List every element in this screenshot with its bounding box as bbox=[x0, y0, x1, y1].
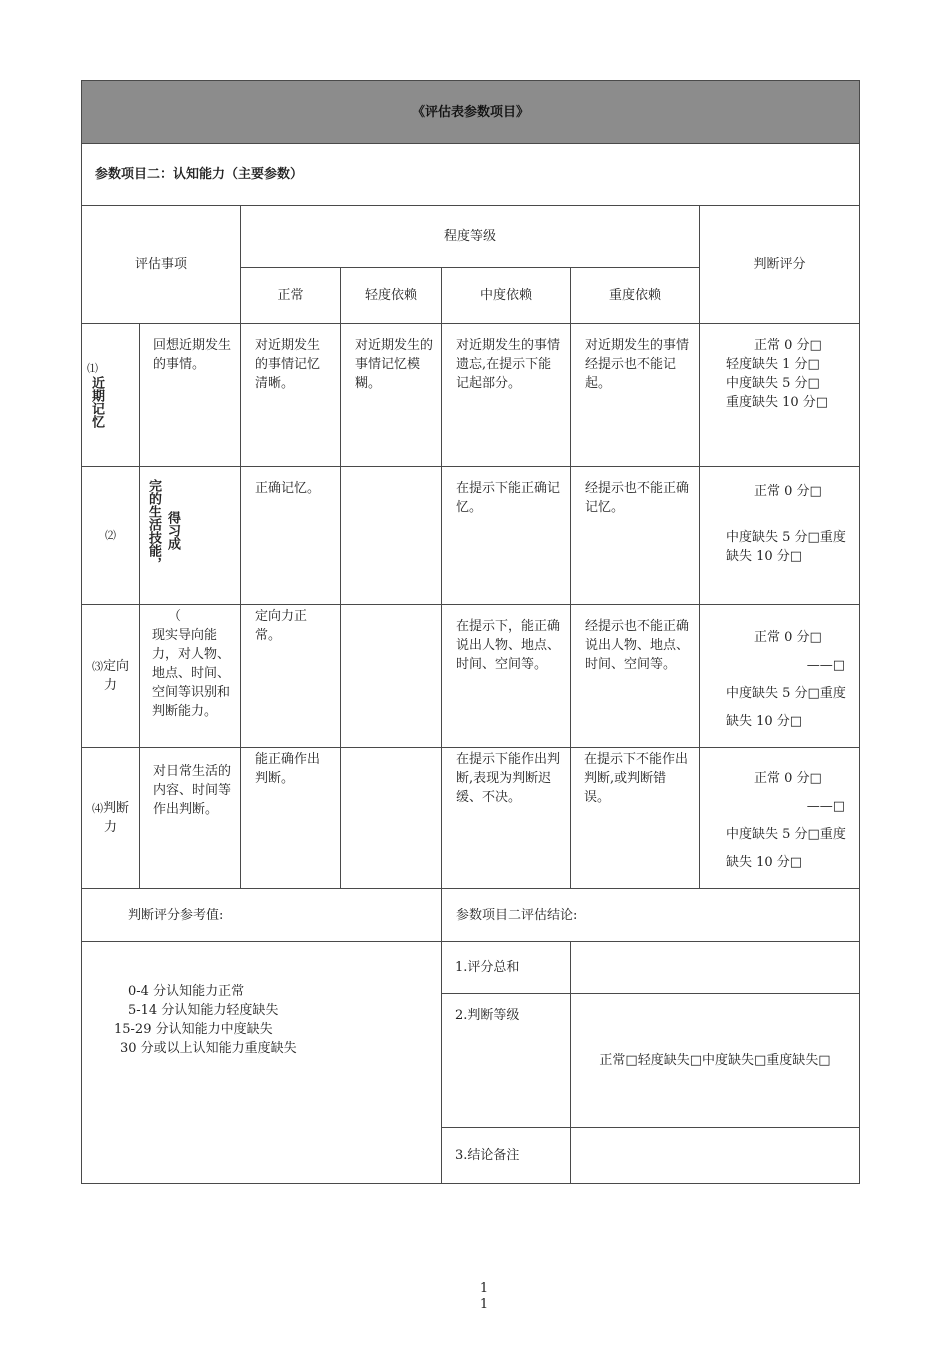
score-options bbox=[700, 748, 860, 889]
score-options bbox=[700, 324, 860, 467]
header-normal: 正常 bbox=[241, 268, 341, 324]
reference-item: 30 分或以上认知能力重度缺失 bbox=[120, 1041, 297, 1056]
row-description-part1: 完的生活技能， bbox=[146, 479, 161, 570]
notes-field[interactable] bbox=[571, 1128, 860, 1184]
page-number: 1 bbox=[479, 1281, 489, 1296]
header-item: 评估事项 bbox=[82, 206, 241, 324]
header-moderate: 中度依赖 bbox=[442, 268, 571, 324]
score-option[interactable]: 正常 0 分□ bbox=[754, 338, 822, 353]
level-label: 2.判断等级 bbox=[442, 994, 571, 1128]
score-option[interactable]: 轻度缺失 1 分□ bbox=[726, 357, 820, 372]
table-row bbox=[82, 605, 860, 748]
row-description: 回想近期发生的事情。 bbox=[140, 324, 241, 467]
score-option[interactable]: 正常 0 分□ bbox=[754, 630, 822, 645]
row-number: ⑷ bbox=[91, 802, 103, 815]
cell-mild bbox=[341, 748, 442, 889]
level-options[interactable]: 正常□轻度缺失□中度缺失□重度缺失□ bbox=[571, 994, 860, 1128]
table-row bbox=[82, 324, 860, 467]
row-description-paren: （ bbox=[168, 609, 182, 624]
cell-severe: 在提示下不能作出判断,或判断错误。 bbox=[571, 748, 700, 889]
section-heading: 参数项目二：认知能力（主要参数） bbox=[82, 144, 860, 206]
row-number: ⑵ bbox=[82, 467, 140, 605]
score-options bbox=[700, 467, 860, 605]
cell-normal: 定向力正常。 bbox=[241, 605, 341, 748]
cell-moderate: 在提示下能正确记忆。 bbox=[442, 467, 571, 605]
cell-severe: 经提示也不能正确说出人物、地点、时间、空间等。 bbox=[571, 605, 700, 748]
reference-item: 0-4 分认知能力正常 bbox=[128, 984, 245, 999]
cell-normal: 对近期发生的事情记忆清晰。 bbox=[241, 324, 341, 467]
cell-severe: 经提示也不能正确记忆。 bbox=[571, 467, 700, 605]
row-description: 对日常生活的内容、时间等作出判断。 bbox=[140, 748, 241, 889]
row-name: 判断力 bbox=[102, 801, 129, 835]
cell-mild: 对近期发生的事情记忆模糊。 bbox=[341, 324, 442, 467]
notes-label: 3.结论备注 bbox=[442, 1128, 571, 1184]
cell-mild bbox=[341, 467, 442, 605]
total-score-field[interactable] bbox=[571, 942, 860, 994]
score-option[interactable]: 中度缺失 5 分□重度 bbox=[726, 530, 846, 545]
score-option[interactable]: 中度缺失 5 分□重度 bbox=[726, 686, 846, 701]
row-description bbox=[140, 467, 241, 605]
score-option[interactable]: 缺失 10 分□ bbox=[726, 855, 803, 870]
table-row bbox=[82, 748, 860, 889]
row-name: 定向力 bbox=[102, 659, 129, 693]
table-row bbox=[82, 467, 860, 605]
header-severe: 重度依赖 bbox=[571, 268, 700, 324]
score-option[interactable]: 中度缺失 5 分□ bbox=[726, 376, 820, 391]
row-description-text: 现实导向能力，对人物、地点、时间、空间等识别和判断能力。 bbox=[152, 628, 231, 719]
total-score-label: 1.评分总和 bbox=[442, 942, 571, 994]
cell-normal: 正确记忆。 bbox=[241, 467, 341, 605]
score-option[interactable]: 重度缺失 10 分□ bbox=[726, 395, 829, 410]
cell-moderate: 在提示下能作出判断,表现为判断迟缓、不决。 bbox=[442, 748, 571, 889]
reference-item: 15-29 分认知能力中度缺失 bbox=[114, 1022, 273, 1037]
form-title: 《评估表参数项目》 bbox=[82, 81, 860, 144]
score-option[interactable]: 中度缺失 5 分□重度 bbox=[726, 827, 846, 842]
row-label bbox=[82, 605, 140, 748]
score-option[interactable]: 正常 0 分□ bbox=[754, 771, 822, 786]
score-option[interactable]: ——□ bbox=[806, 658, 845, 673]
cell-moderate: 对近期发生的事情遗忘,在提示下能记起部分。 bbox=[442, 324, 571, 467]
row-description bbox=[140, 605, 241, 748]
score-option[interactable]: 缺失 10 分□ bbox=[726, 549, 803, 564]
reference-label: 判断评分参考值: bbox=[82, 889, 442, 942]
cell-mild bbox=[341, 605, 442, 748]
row-name: 近期记忆 bbox=[89, 376, 104, 428]
header-score: 判断评分 bbox=[700, 206, 860, 324]
cell-severe: 对近期发生的事情经提示也不能记起。 bbox=[571, 324, 700, 467]
cell-moderate: 在提示下，能正确说出人物、地点、时间、空间等。 bbox=[442, 605, 571, 748]
row-number: ⑶ bbox=[91, 660, 103, 673]
score-options bbox=[700, 605, 860, 748]
assessment-table bbox=[81, 80, 860, 1184]
score-option[interactable]: 缺失 10 分□ bbox=[726, 714, 803, 729]
row-label bbox=[82, 324, 140, 467]
row-label bbox=[82, 748, 140, 889]
page-number: 1 bbox=[479, 1297, 489, 1312]
header-mild: 轻度依赖 bbox=[341, 268, 442, 324]
score-option[interactable]: 正常 0 分□ bbox=[754, 484, 822, 499]
score-option[interactable]: ——□ bbox=[806, 799, 845, 814]
reference-values bbox=[82, 942, 442, 1184]
header-degree: 程度等级 bbox=[241, 206, 700, 268]
cell-normal: 能正确作出判断。 bbox=[241, 748, 341, 889]
row-description-part2: 得习成 bbox=[165, 511, 180, 550]
conclusion-label: 参数项目二评估结论: bbox=[442, 889, 860, 942]
reference-item: 5-14 分认知能力轻度缺失 bbox=[128, 1003, 279, 1018]
row-number: ⑴ bbox=[87, 362, 98, 375]
